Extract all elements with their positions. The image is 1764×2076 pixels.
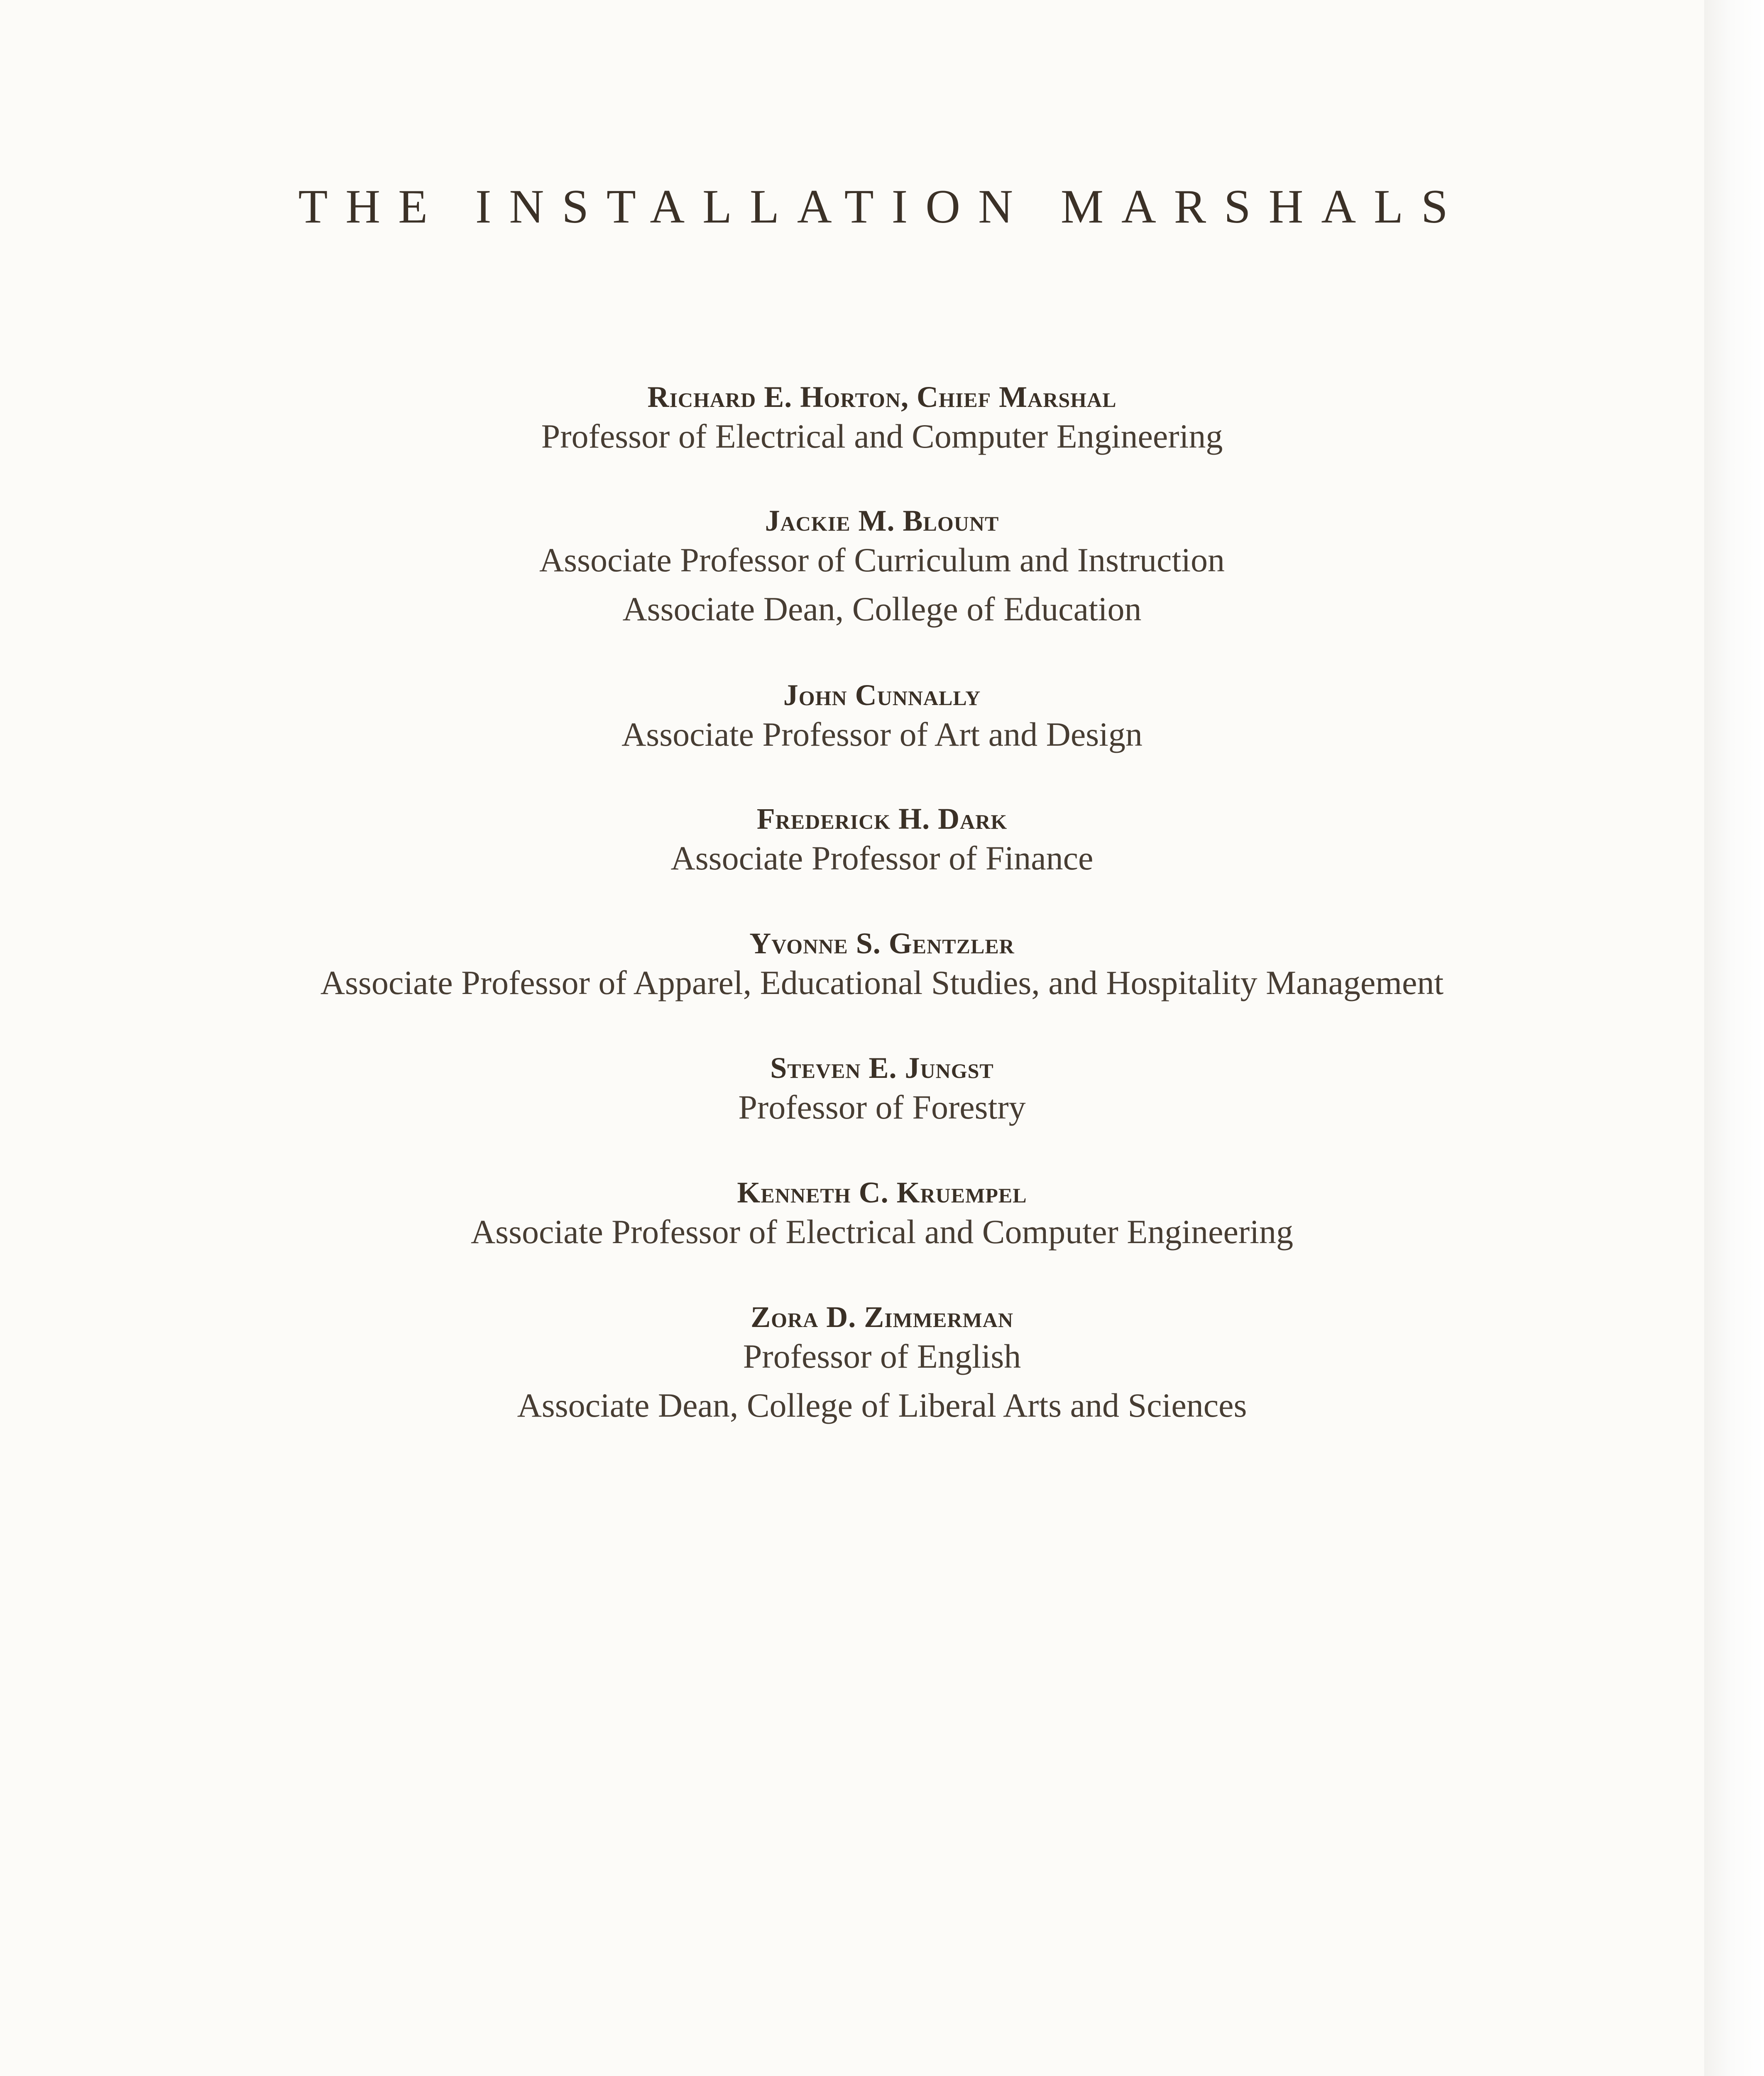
marshal-entry-cunnally [0, 680, 1764, 759]
marshal-entry-kruempel [0, 1178, 1764, 1256]
marshal-entry-blount [0, 506, 1764, 634]
marshal-role: Associate Dean, College of Education [622, 590, 1142, 628]
marshal-entry-zimmerman [0, 1302, 1764, 1430]
marshal-role: Associate Professor of Art and Design [621, 715, 1143, 753]
marshal-role: Associate Professor of Electrical and Computer Engineering [470, 1213, 1294, 1251]
marshal-entry-jungst [0, 1053, 1764, 1132]
marshal-role: Professor of Forestry [738, 1088, 1026, 1126]
page-title: THE INSTALLATION MARSHALS [298, 180, 1466, 233]
marshal-name: Richard E. Horton, Chief Marshal [647, 380, 1117, 414]
marshal-role: Professor of English [743, 1337, 1021, 1375]
marshal-name: Jackie M. Blount [765, 504, 999, 537]
marshal-name: John Cunnally [783, 678, 981, 712]
page-edge-shadow [1704, 0, 1764, 2076]
marshal-name: Steven E. Jungst [770, 1051, 994, 1085]
marshal-role: Associate Professor of Apparel, Educational Studies, and Hospitality Management [320, 964, 1444, 1001]
marshal-entry-horton [0, 382, 1764, 461]
marshal-entry-gentzler [0, 928, 1764, 1007]
marshal-role: Associate Dean, College of Liberal Arts and Sciences [517, 1386, 1247, 1424]
marshal-role: Associate Professor of Curriculum and Instruction [539, 541, 1225, 579]
marshal-role: Associate Professor of Finance [670, 839, 1094, 877]
marshal-name: Frederick H. Dark [756, 802, 1008, 835]
marshal-name: Kenneth C. Kruempel [737, 1176, 1027, 1209]
marshal-name: Yvonne S. Gentzler [749, 927, 1015, 960]
marshal-entry-dark [0, 804, 1764, 883]
marshal-name: Zora D. Zimmerman [751, 1300, 1013, 1334]
marshal-role: Professor of Electrical and Computer Engineering [541, 417, 1223, 455]
